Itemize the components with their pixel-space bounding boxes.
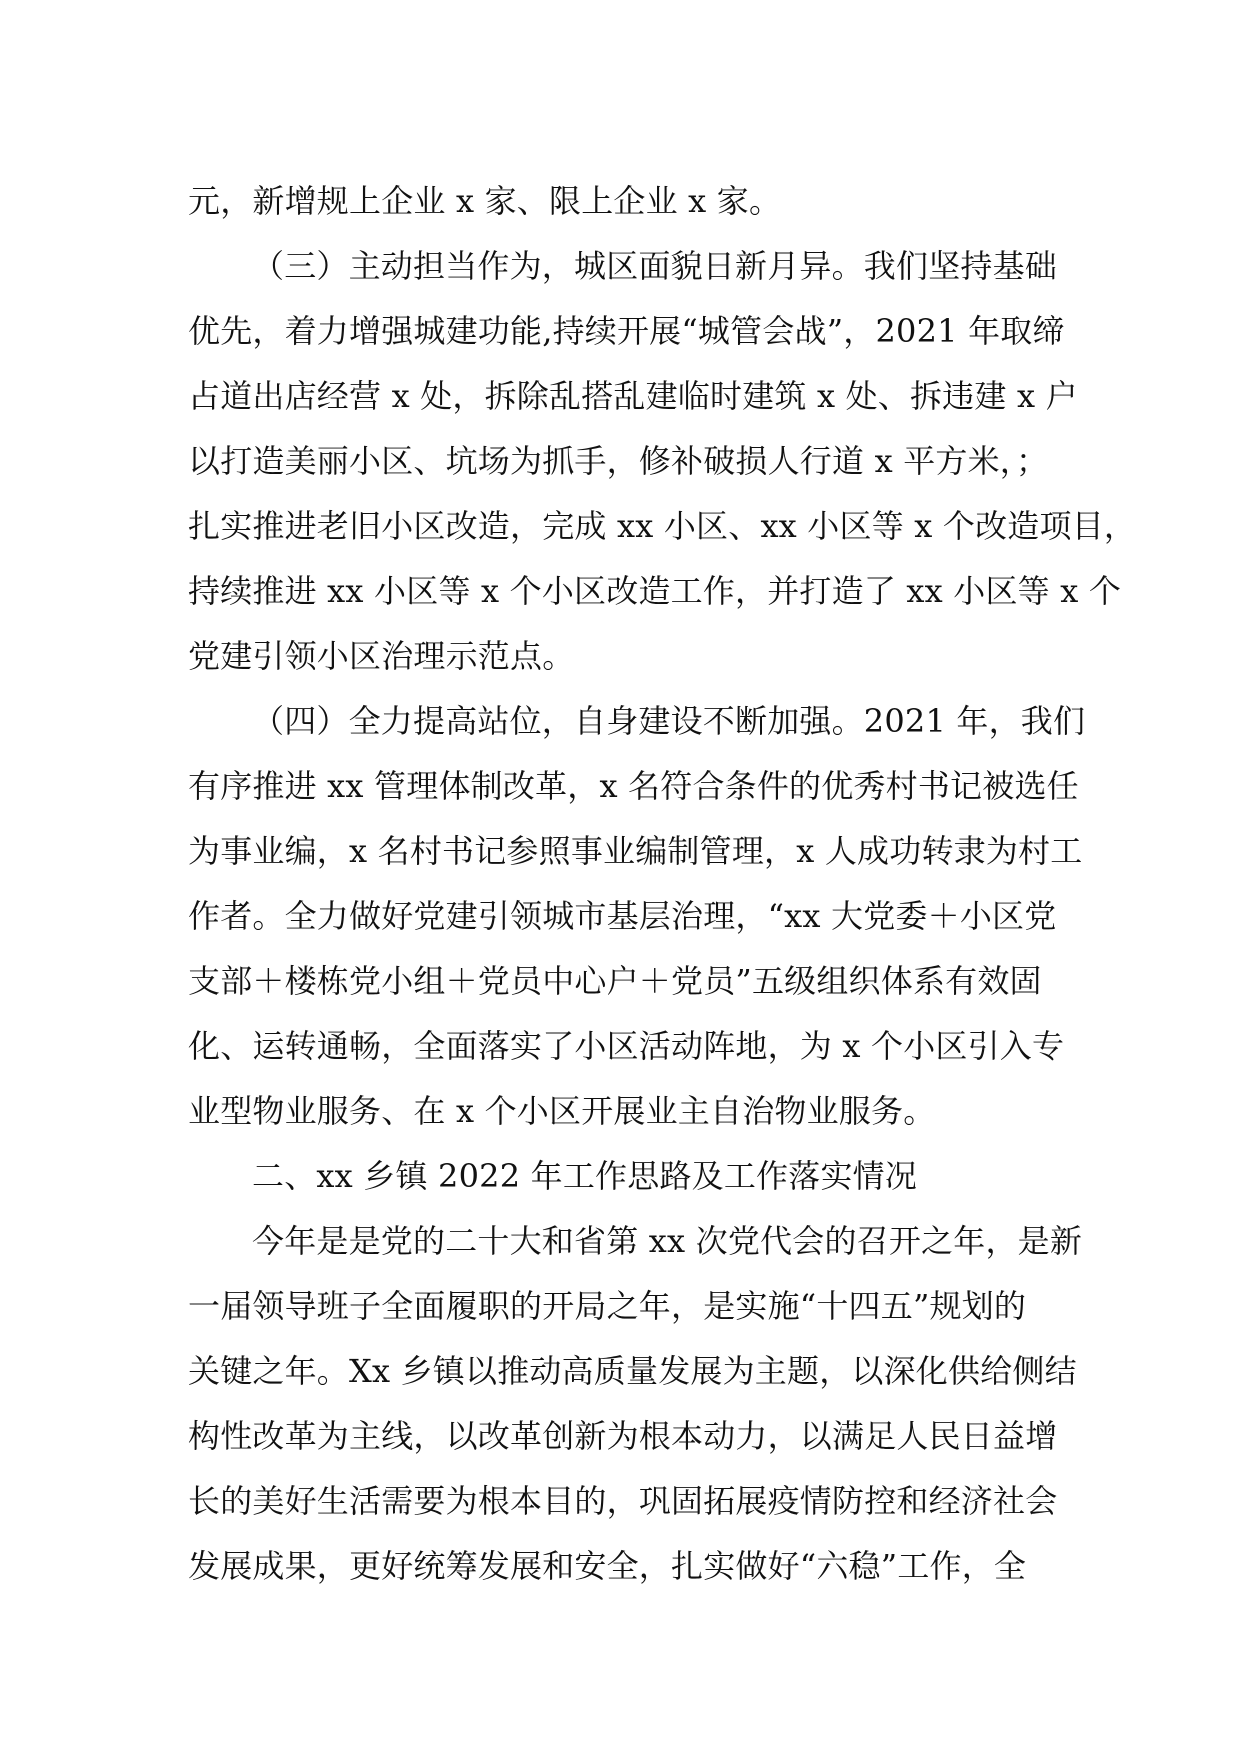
text-line: 作者。全力做好党建引领城市基层治理，“xx 大党委＋小区党 [188,897,1057,935]
text-line: 以打造美丽小区、坑场为抓手，修补破损人行道 x 平方米，； [188,442,1049,480]
text-line: （三）主动担当作为，城区面貌日新月异。我们坚持基础 [252,247,1058,285]
text-line: 构性改革为主线，以改革创新为根本动力，以满足人民日益增 [188,1417,1058,1455]
text-line: 支部＋楼栋党小组＋党员中心户＋党员”五级组织体系有效固 [188,962,1042,1000]
text-line: 今年是是党的二十大和省第 xx 次党代会的召开之年，是新 [252,1222,1083,1260]
text-line: 为事业编，x 名村书记参照事业编制管理，x 人成功转隶为村工 [188,832,1083,870]
text-line: 发展成果，更好统筹发展和安全，扎实做好“六稳”工作，全 [188,1547,1027,1585]
text-line: 有序推进 xx 管理体制改革，x 名符合条件的优秀村书记被选任 [188,767,1079,805]
text-line: 持续推进 xx 小区等 x 个小区改造工作，并打造了 xx 小区等 x 个 [188,572,1122,610]
text-line: 扎实推进老旧小区改造，完成 xx 小区、xx 小区等 x 个改造项目， [188,507,1137,545]
text-line: 化、运转通畅，全面落实了小区活动阵地，为 x 个小区引入专 [188,1027,1065,1065]
text-line: 优先，着力增强城建功能,持续开展“城管会战”，2021 年取缔 [188,312,1065,350]
text-line: （四）全力提高站位，自身建设不断加强。2021 年，我们 [252,702,1086,740]
text-line: 业型物业服务、在 x 个小区开展业主自治物业服务。 [188,1092,936,1130]
text-line: 元，新增规上企业 x 家、限上企业 x 家。 [188,182,782,220]
text-line: 一届领导班子全面履职的开局之年，是实施“十四五”规划的 [188,1287,1027,1325]
text-line: 关键之年。Xx 乡镇以推动高质量发展为主题，以深化供给侧结 [188,1352,1077,1390]
text-line: 长的美好生活需要为根本目的，巩固拓展疫情防控和经济社会 [188,1482,1058,1520]
section-heading: 二、xx 乡镇 2022 年工作思路及工作落实情况 [252,1157,918,1195]
text-line: 占道出店经营 x 处，拆除乱搭乱建临时建筑 x 处、拆违建 x 户 [188,377,1078,415]
document-body [188,169,1137,1599]
text-line: 党建引领小区治理示范点。 [188,637,575,675]
